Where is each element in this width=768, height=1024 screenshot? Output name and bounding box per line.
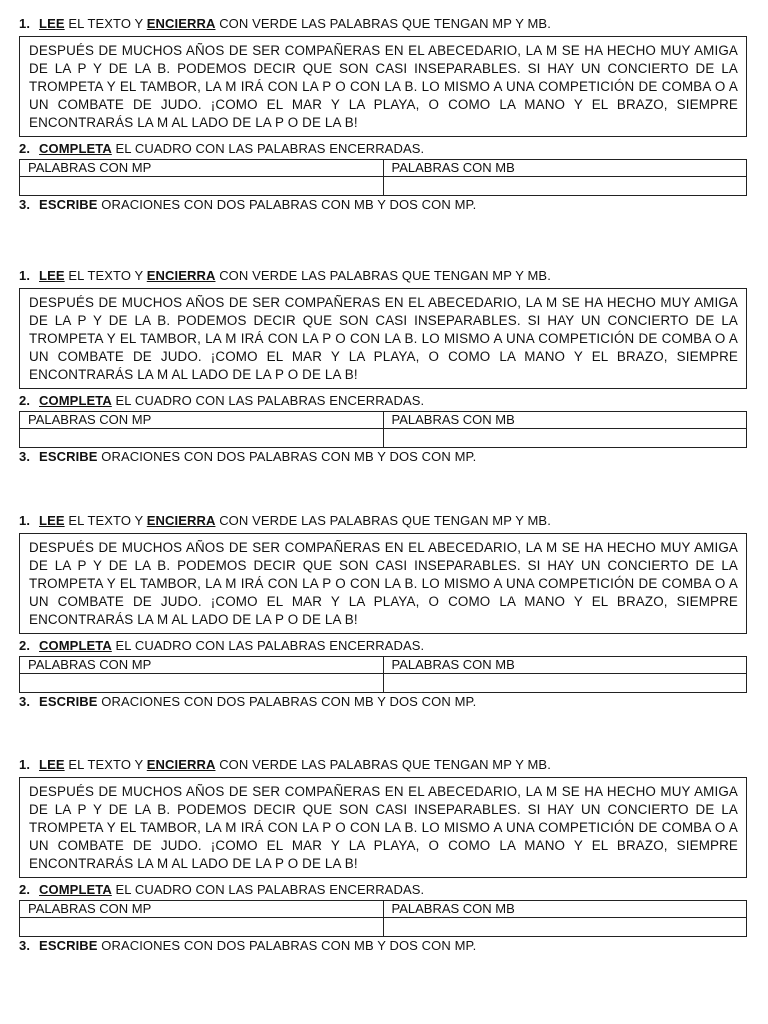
keyword-lee: LEE <box>39 268 65 283</box>
instruction-number: 2. <box>19 393 31 408</box>
instruction-text: EL TEXTO Y <box>64 757 147 772</box>
instruction-number: 1. <box>19 268 31 283</box>
keyword-encierra: ENCIERRA <box>146 16 216 31</box>
instruction-number: 3. <box>19 449 31 464</box>
reading-passage: DESPUÉS DE MUCHOS AÑOS DE SER COMPAÑERAS EN EL ABECEDARIO, LA M SE HA HECHO MUY AMIGA DE LA P Y DE LA B. PODEMOS DECIR QUE SON CASI INSEPARABLES. SI HAY UN CONCIERTO DE LA TROMPETA Y EL TAMBOR, LA M IRÁ CON LA P O CON LA B. LO MISMO A UNA COMPETICIÓN DE COMBA O A UN COMBATE DE JUDO. ¡COMO EL MAR Y LA PLAYA, O COMO LA MANO Y EL BRAZO, SIEMPRE ENCONTRARÁS LA M AL LADO DE LA P O DE LA B! <box>19 533 747 634</box>
keyword-encierra: ENCIERRA <box>146 268 216 283</box>
table-header-mp: PALABRAS CON MP <box>20 657 384 674</box>
instruction-text: EL TEXTO Y <box>64 513 147 528</box>
instruction-text: EL TEXTO Y <box>64 16 147 31</box>
answer-cell-mb[interactable] <box>383 918 747 937</box>
keyword-completa: COMPLETA <box>39 882 112 897</box>
table-header-mb: PALABRAS CON MB <box>383 160 747 177</box>
instruction-3 <box>19 694 747 710</box>
keyword-lee: LEE <box>39 757 65 772</box>
keyword-escribe: ESCRIBE <box>39 938 98 953</box>
instruction-1 <box>19 16 747 32</box>
answer-cell-mp[interactable] <box>20 674 384 693</box>
instruction-text: EL CUADRO CON LAS PALABRAS ENCERRADAS. <box>111 638 425 653</box>
instruction-2 <box>19 882 747 898</box>
keyword-completa: COMPLETA <box>39 393 112 408</box>
instruction-2 <box>19 638 747 654</box>
instruction-text: EL CUADRO CON LAS PALABRAS ENCERRADAS. <box>111 141 425 156</box>
worksheet <box>19 268 747 465</box>
keyword-escribe: ESCRIBE <box>39 694 98 709</box>
instruction-text: ORACIONES CON DOS PALABRAS CON MB Y DOS CON MP. <box>97 938 477 953</box>
word-table <box>19 411 747 448</box>
instruction-3 <box>19 449 747 465</box>
word-table <box>19 656 747 693</box>
keyword-lee: LEE <box>39 513 65 528</box>
instruction-number: 2. <box>19 638 31 653</box>
instruction-number: 3. <box>19 938 31 953</box>
keyword-lee: LEE <box>39 16 65 31</box>
word-table <box>19 159 747 196</box>
worksheet <box>19 16 747 213</box>
instruction-number: 1. <box>19 757 31 772</box>
instruction-text: ORACIONES CON DOS PALABRAS CON MB Y DOS CON MP. <box>97 197 477 212</box>
instruction-3 <box>19 938 747 954</box>
instruction-1 <box>19 513 747 529</box>
instruction-number: 2. <box>19 882 31 897</box>
instruction-2 <box>19 393 747 409</box>
instruction-text: CON VERDE LAS PALABRAS QUE TENGAN MP Y MB. <box>215 16 551 31</box>
instruction-text: ORACIONES CON DOS PALABRAS CON MB Y DOS CON MP. <box>97 449 477 464</box>
keyword-escribe: ESCRIBE <box>39 197 98 212</box>
instruction-1 <box>19 757 747 773</box>
instruction-2 <box>19 141 747 157</box>
answer-cell-mp[interactable] <box>20 429 384 448</box>
answer-cell-mb[interactable] <box>383 429 747 448</box>
keyword-encierra: ENCIERRA <box>146 757 216 772</box>
instruction-3 <box>19 197 747 213</box>
reading-passage: DESPUÉS DE MUCHOS AÑOS DE SER COMPAÑERAS EN EL ABECEDARIO, LA M SE HA HECHO MUY AMIGA DE LA P Y DE LA B. PODEMOS DECIR QUE SON CASI INSEPARABLES. SI HAY UN CONCIERTO DE LA TROMPETA Y EL TAMBOR, LA M IRÁ CON LA P O CON LA B. LO MISMO A UNA COMPETICIÓN DE COMBA O A UN COMBATE DE JUDO. ¡COMO EL MAR Y LA PLAYA, O COMO LA MANO Y EL BRAZO, SIEMPRE ENCONTRARÁS LA M AL LADO DE LA P O DE LA B! <box>19 288 747 389</box>
instruction-number: 3. <box>19 694 31 709</box>
answer-cell-mp[interactable] <box>20 177 384 196</box>
instruction-text: CON VERDE LAS PALABRAS QUE TENGAN MP Y MB. <box>215 268 551 283</box>
instruction-number: 3. <box>19 197 31 212</box>
keyword-encierra: ENCIERRA <box>146 513 216 528</box>
keyword-completa: COMPLETA <box>39 141 112 156</box>
keyword-escribe: ESCRIBE <box>39 449 98 464</box>
table-header-mb: PALABRAS CON MB <box>383 657 747 674</box>
worksheet <box>19 757 747 954</box>
answer-cell-mb[interactable] <box>383 177 747 196</box>
reading-passage: DESPUÉS DE MUCHOS AÑOS DE SER COMPAÑERAS EN EL ABECEDARIO, LA M SE HA HECHO MUY AMIGA DE LA P Y DE LA B. PODEMOS DECIR QUE SON CASI INSEPARABLES. SI HAY UN CONCIERTO DE LA TROMPETA Y EL TAMBOR, LA M IRÁ CON LA P O CON LA B. LO MISMO A UNA COMPETICIÓN DE COMBA O A UN COMBATE DE JUDO. ¡COMO EL MAR Y LA PLAYA, O COMO LA MANO Y EL BRAZO, SIEMPRE ENCONTRARÁS LA M AL LADO DE LA P O DE LA B! <box>19 36 747 137</box>
word-table <box>19 900 747 937</box>
instruction-number: 1. <box>19 16 31 31</box>
instruction-text: EL CUADRO CON LAS PALABRAS ENCERRADAS. <box>111 393 425 408</box>
worksheet <box>19 513 747 710</box>
instruction-text: EL CUADRO CON LAS PALABRAS ENCERRADAS. <box>111 882 425 897</box>
instruction-1 <box>19 268 747 284</box>
instruction-text: CON VERDE LAS PALABRAS QUE TENGAN MP Y MB. <box>215 757 551 772</box>
answer-cell-mb[interactable] <box>383 674 747 693</box>
instruction-text: CON VERDE LAS PALABRAS QUE TENGAN MP Y MB. <box>215 513 551 528</box>
instruction-text: EL TEXTO Y <box>64 268 147 283</box>
instruction-number: 2. <box>19 141 31 156</box>
table-header-mp: PALABRAS CON MP <box>20 901 384 918</box>
table-header-mp: PALABRAS CON MP <box>20 160 384 177</box>
keyword-completa: COMPLETA <box>39 638 112 653</box>
reading-passage: DESPUÉS DE MUCHOS AÑOS DE SER COMPAÑERAS EN EL ABECEDARIO, LA M SE HA HECHO MUY AMIGA DE LA P Y DE LA B. PODEMOS DECIR QUE SON CASI INSEPARABLES. SI HAY UN CONCIERTO DE LA TROMPETA Y EL TAMBOR, LA M IRÁ CON LA P O CON LA B. LO MISMO A UNA COMPETICIÓN DE COMBA O A UN COMBATE DE JUDO. ¡COMO EL MAR Y LA PLAYA, O COMO LA MANO Y EL BRAZO, SIEMPRE ENCONTRARÁS LA M AL LADO DE LA P O DE LA B! <box>19 777 747 878</box>
answer-cell-mp[interactable] <box>20 918 384 937</box>
table-header-mb: PALABRAS CON MB <box>383 412 747 429</box>
instruction-number: 1. <box>19 513 31 528</box>
table-header-mb: PALABRAS CON MB <box>383 901 747 918</box>
table-header-mp: PALABRAS CON MP <box>20 412 384 429</box>
instruction-text: ORACIONES CON DOS PALABRAS CON MB Y DOS CON MP. <box>97 694 477 709</box>
